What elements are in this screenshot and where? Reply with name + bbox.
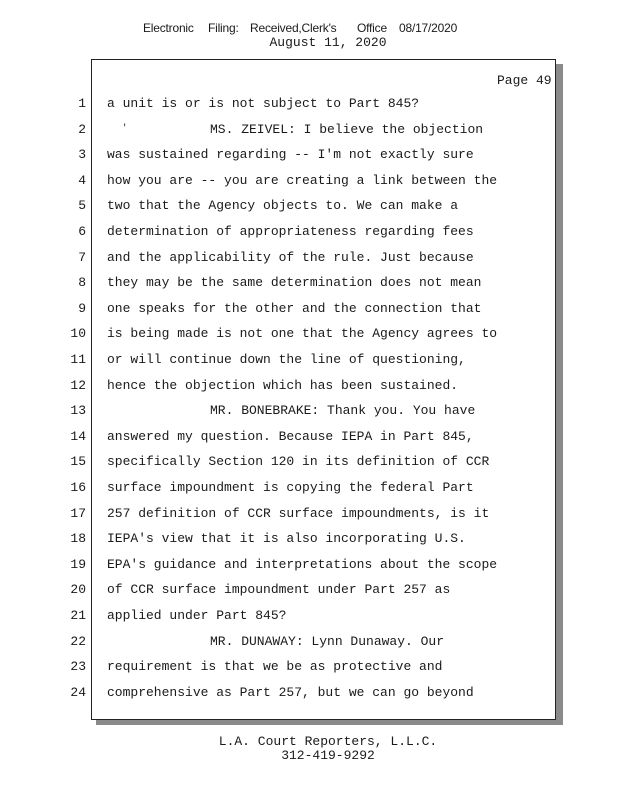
- stray-mark: ': [122, 123, 128, 133]
- page-number: Page 49: [497, 73, 552, 88]
- line-text: comprehensive as Part 257, but we can go beyond: [107, 685, 474, 700]
- line-text: MR. DUNAWAY: Lynn Dunaway. Our: [210, 634, 445, 649]
- line-text: MS. ZEIVEL: I believe the objection: [210, 122, 484, 137]
- line-number: 11: [70, 352, 86, 367]
- line-text: was sustained regarding -- I'm not exactly sure: [107, 147, 474, 162]
- line-text: specifically Section 120 in its definition of CCR: [107, 454, 490, 469]
- line-number: 4: [78, 173, 86, 188]
- line-text: answered my question. Because IEPA in Part 845,: [107, 429, 474, 444]
- filing-label-office: Office: [357, 21, 387, 35]
- line-text: MR. BONEBRAKE: Thank you. You have: [210, 403, 476, 418]
- line-number: 12: [70, 378, 86, 393]
- line-number: 3: [78, 147, 86, 162]
- line-text: determination of appropriateness regarding fees: [107, 224, 474, 239]
- filing-date: 08/17/2020: [399, 21, 458, 35]
- line-text: EPA's guidance and interpretations about the scope: [107, 557, 498, 572]
- line-number: 24: [70, 685, 86, 700]
- line-text: hence the objection which has been sustained.: [107, 378, 459, 393]
- line-text: one speaks for the other and the connection that: [107, 301, 482, 316]
- line-text: of CCR surface impoundment under Part 257 as: [107, 582, 451, 597]
- line-number: 7: [78, 250, 86, 265]
- line-number: 2: [78, 122, 86, 137]
- line-number: 14: [70, 429, 86, 444]
- line-number: 20: [70, 582, 86, 597]
- line-number: 10: [70, 326, 86, 341]
- line-text: they may be the same determination does not mean: [107, 275, 482, 290]
- line-number: 19: [70, 557, 86, 572]
- line-text: a unit is or is not subject to Part 845?: [107, 96, 420, 111]
- line-number: 15: [70, 454, 86, 469]
- line-text: how you are -- you are creating a link between the: [107, 173, 498, 188]
- line-text: is being made is not one that the Agency agrees to: [107, 326, 498, 341]
- line-number: 18: [70, 531, 86, 546]
- line-number: 23: [70, 659, 86, 674]
- line-number: 8: [78, 275, 86, 290]
- line-number: 6: [78, 224, 86, 239]
- line-number: 5: [78, 198, 86, 213]
- line-number: 21: [70, 608, 86, 623]
- filing-label-received: Received,Clerk's: [250, 21, 337, 35]
- line-number: 16: [70, 480, 86, 495]
- hearing-date: August 11, 2020: [269, 35, 387, 50]
- footer-company: L.A. Court Reporters, L.L.C.: [218, 734, 438, 749]
- line-text: surface impoundment is copying the federal Part: [107, 480, 474, 495]
- line-number: 13: [70, 403, 86, 418]
- footer-phone: 312-419-9292: [281, 748, 375, 763]
- line-text: requirement is that we be as protective and: [107, 659, 443, 674]
- line-number: 9: [78, 301, 86, 316]
- line-number: 22: [70, 634, 86, 649]
- line-text: applied under Part 845?: [107, 608, 287, 623]
- line-text: 257 definition of CCR surface impoundments, is it: [107, 506, 490, 521]
- filing-label-filing: Filing:: [208, 21, 239, 35]
- line-text: and the applicability of the rule. Just because: [107, 250, 474, 265]
- line-text: two that the Agency objects to. We can make a: [107, 198, 459, 213]
- line-number: 1: [78, 96, 86, 111]
- line-text: IEPA's view that it is also incorporating U.S.: [107, 531, 466, 546]
- line-text: or will continue down the line of questioning,: [107, 352, 466, 367]
- filing-label-electronic: Electronic: [143, 21, 194, 35]
- line-number: 17: [70, 506, 86, 521]
